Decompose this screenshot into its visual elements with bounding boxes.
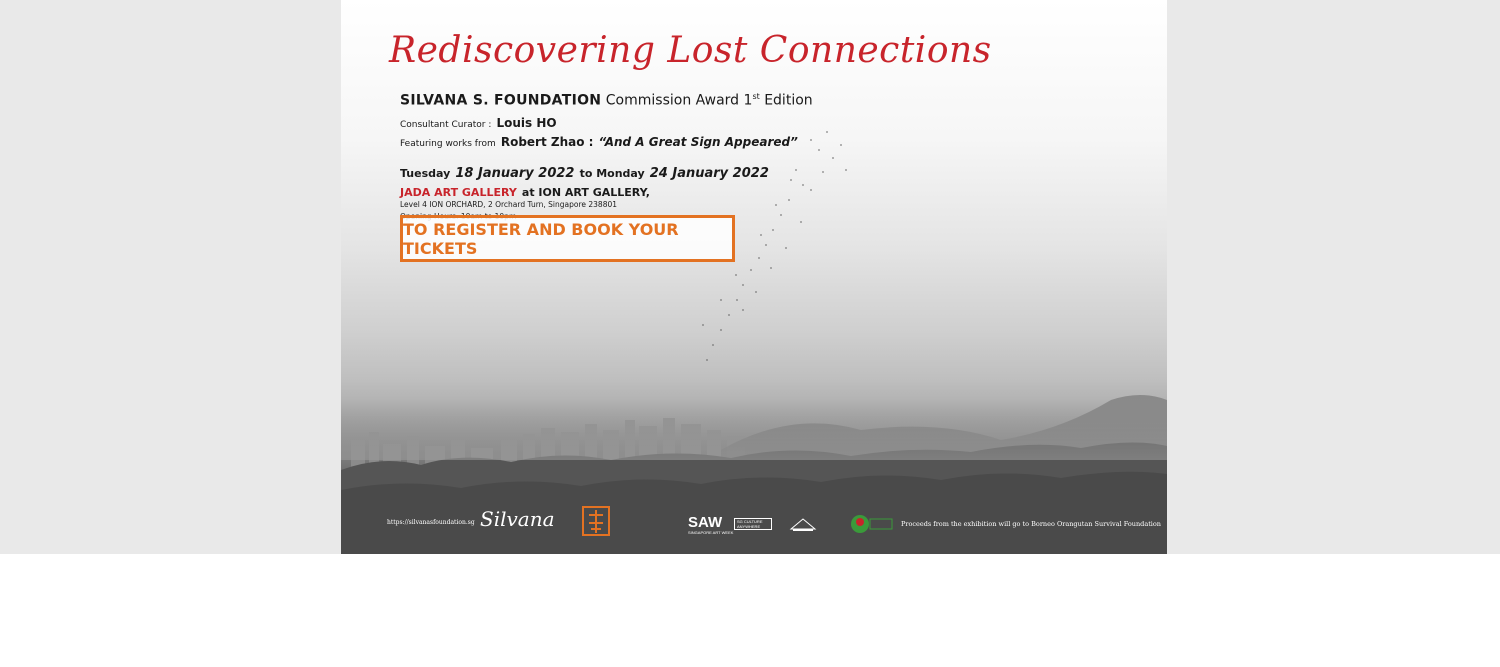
gallery-name: JADA ART GALLERY (400, 185, 517, 199)
event-title: Rediscovering Lost Connections (389, 30, 992, 71)
sponsor-footer (341, 505, 1167, 545)
foundation-url[interactable]: https://silvanasfoundation.sg (387, 519, 475, 526)
end-date: 24 January 2022 (649, 165, 769, 181)
curator-line (400, 112, 813, 131)
saw-subtitle: SINGAPORE ART WEEK (688, 530, 734, 535)
curator-label: Consultant Curator : (400, 119, 492, 130)
award-line (400, 92, 813, 109)
sg-culture-logo: SG CULTURE ANYWHERE (734, 518, 772, 530)
saw-logo: SAW (688, 514, 723, 531)
featuring-label: Featuring works from (400, 138, 496, 149)
silvana-logo: Silvana (480, 507, 555, 531)
date-line (400, 162, 813, 181)
arts-council-logo-icon (783, 515, 823, 535)
gallery-venue: at ION ART GALLERY, (521, 185, 650, 199)
curator-name: Louis HO (496, 115, 557, 130)
register-tickets-button[interactable]: TO REGISTER AND BOOK YOUR TICKETS (400, 215, 735, 262)
address: Level 4 ION ORCHARD, 2 Orchard Turn, Singapore 238801 (400, 199, 618, 209)
start-day: Tuesday (400, 166, 451, 180)
event-poster-banner[interactable] (341, 0, 1167, 554)
to-label: to Monday (579, 166, 645, 180)
work-title: “And A Great Sign Appeared” (598, 134, 798, 149)
award-name: Commission Award 1 (605, 92, 753, 109)
featuring-line (400, 131, 813, 150)
proceeds-note: Proceeds from the exhibition will go to Borneo Orangutan Survival Foundation (901, 520, 1161, 528)
artist-name: Robert Zhao : (500, 134, 594, 149)
bos-foundation-logo-icon (846, 511, 896, 537)
hua-logo-icon (581, 505, 611, 537)
award-superscript: st (752, 92, 760, 101)
event-details (400, 92, 813, 221)
start-date: 18 January 2022 (455, 165, 575, 181)
gallery-line (400, 181, 813, 200)
foundation-name: SILVANA S. FOUNDATION (400, 92, 602, 109)
award-edition: Edition (764, 92, 813, 109)
misty-landscape-illustration (341, 0, 1167, 554)
